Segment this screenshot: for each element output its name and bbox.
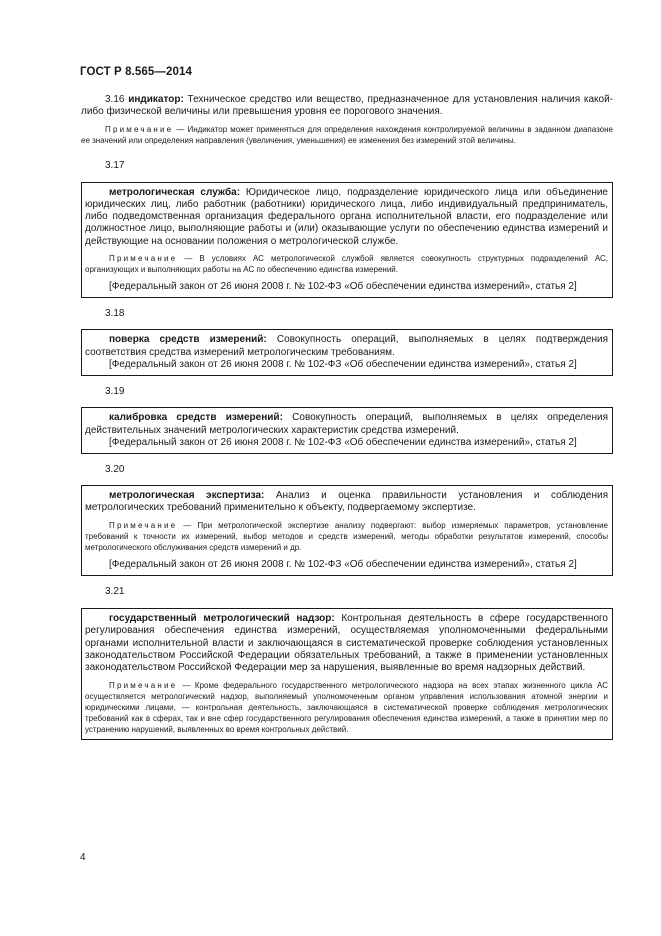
entry-number: 3.21 bbox=[105, 586, 125, 598]
definition-paragraph bbox=[85, 613, 608, 674]
entry-3-17-box bbox=[81, 182, 613, 299]
definition-text: Техническое средство или вещество, предназначенное для установления наличия какой-либо физической величины или превышения уровня ее порогового значения. bbox=[81, 94, 613, 118]
entry-3-16 bbox=[81, 94, 613, 146]
note-text: — В условиях АС метрологической службой является совокупность структурных подразделений АС, организующих и выполняющих работы на АС по обеспечению единства измерений. bbox=[85, 254, 608, 275]
note-text: — Кроме федерального государственного метрологического надзора на всех этапах жизненного цикла АС осуществляется метрологический надзор, выполняемый уполномоченным органом управления использования атомной энергии и юридическими лицами, — контрольная деятельность, заключающаяся в систематической проверке соблюдения метрологических требований как в сферах, так и вне сфер государственного регулирования обеспечения единства измерений, а также в принятии мер по устранению нарушений, выявленных во время контрольных действий. bbox=[85, 680, 608, 734]
term: метрологическая экспертиза: bbox=[109, 490, 265, 502]
definition-text: Контрольная деятельность в сфере государственного регулирования обеспечения единства измерений, осуществляемая уполномоченными федеральными органами исполнительной власти и заключающаяся в систематической проверке соблюдения установленных законодательством Российской Федерации обязательных требований, а также в применении установленных законодательством Российской Федерации мер за нарушения, выявленные во время надзорных действий. bbox=[85, 613, 608, 674]
note bbox=[81, 124, 613, 146]
entry-number: 3.19 bbox=[105, 386, 125, 398]
source-reference: [Федеральный закон от 26 июня 2008 г. № 102-ФЗ «Об обеспечении единства измерений», статья 2] bbox=[109, 358, 577, 370]
entry-number: 3.20 bbox=[105, 464, 125, 476]
entry-3-18-box bbox=[81, 329, 613, 376]
note-text: — Индикатор может применяться для определения нахождения контролируемой величины в заданном диапазоне ее значений или определения направления (увеличения, уменьшения) ее изменения без измерений этой величины. bbox=[81, 124, 613, 145]
note-text: — При метрологической экспертизе анализу подвергают: выбор измеряемых параметров, установление требований к точности их измерений, выбор методов и средств измерений, методы обработки результатов измерений, способы метрологического обслуживания средств измерений и др. bbox=[85, 520, 608, 552]
definition-paragraph bbox=[81, 94, 613, 119]
note bbox=[85, 680, 608, 735]
definition-paragraph bbox=[85, 187, 608, 248]
definition-text: Юридическое лицо, подразделение юридического лица или объединение юридических лиц, либо работник (работники) юридического лица, либо индивидуальный предприниматель, либо подведомственная организация федерального органа исполнительной власти, его подразделение или должностное лицо, выполняющие работы и (или) оказывающие услуги по обеспечению единства измерений и действующие на основании положения о метрологической службе. bbox=[85, 186, 608, 247]
entry-3-21-box bbox=[81, 608, 613, 739]
entry-number: 3.17 bbox=[105, 159, 125, 171]
definition-text: Анализ и оценка правильности установления и соблюдения метрологических требований применительно к объекту, подвергаемому экспертизе. bbox=[85, 490, 608, 514]
source-reference: [Федеральный закон от 26 июня 2008 г. № 102-ФЗ «Об обеспечении единства измерений», статья 2] bbox=[109, 281, 577, 293]
definition-text: Совокупность операций, выполняемых в целях подтверждения соответствия средства измерений метрологическим требованиям. bbox=[85, 334, 609, 358]
definition-paragraph bbox=[85, 412, 608, 437]
definition-paragraph bbox=[85, 490, 608, 515]
note-label: Примечание bbox=[105, 124, 174, 134]
document-header: ГОСТ Р 8.565—2014 bbox=[80, 66, 192, 78]
term: калибровка средств измерений: bbox=[109, 412, 283, 424]
definition-paragraph bbox=[85, 334, 608, 359]
page-number: 4 bbox=[80, 852, 86, 863]
page-content bbox=[81, 94, 613, 740]
note bbox=[85, 520, 608, 553]
source-reference: [Федеральный закон от 26 июня 2008 г. № 102-ФЗ «Об обеспечении единства измерений», статья 2] bbox=[109, 436, 577, 448]
note-label: Примечание bbox=[109, 520, 178, 530]
note-label: Примечание bbox=[109, 680, 178, 690]
note bbox=[85, 253, 608, 275]
entry-number: 3.18 bbox=[105, 308, 125, 320]
entry-3-19-box bbox=[81, 407, 613, 454]
note-label: Примечание bbox=[109, 254, 178, 264]
source-reference: [Федеральный закон от 26 июня 2008 г. № 102-ФЗ «Об обеспечении единства измерений», статья 2] bbox=[109, 558, 577, 570]
term: государственный метрологический надзор: bbox=[109, 613, 335, 625]
entry-3-20-box bbox=[81, 485, 613, 576]
term: метрологическая служба: bbox=[109, 186, 241, 198]
term: поверка средств измерений: bbox=[109, 334, 267, 346]
entry-number: 3.16 bbox=[105, 94, 125, 105]
definition-text: Совокупность операций, выполняемых в целях определения действительных значений метрологических характеристик средства измерений. bbox=[85, 412, 609, 436]
term: индикатор: bbox=[128, 94, 184, 105]
